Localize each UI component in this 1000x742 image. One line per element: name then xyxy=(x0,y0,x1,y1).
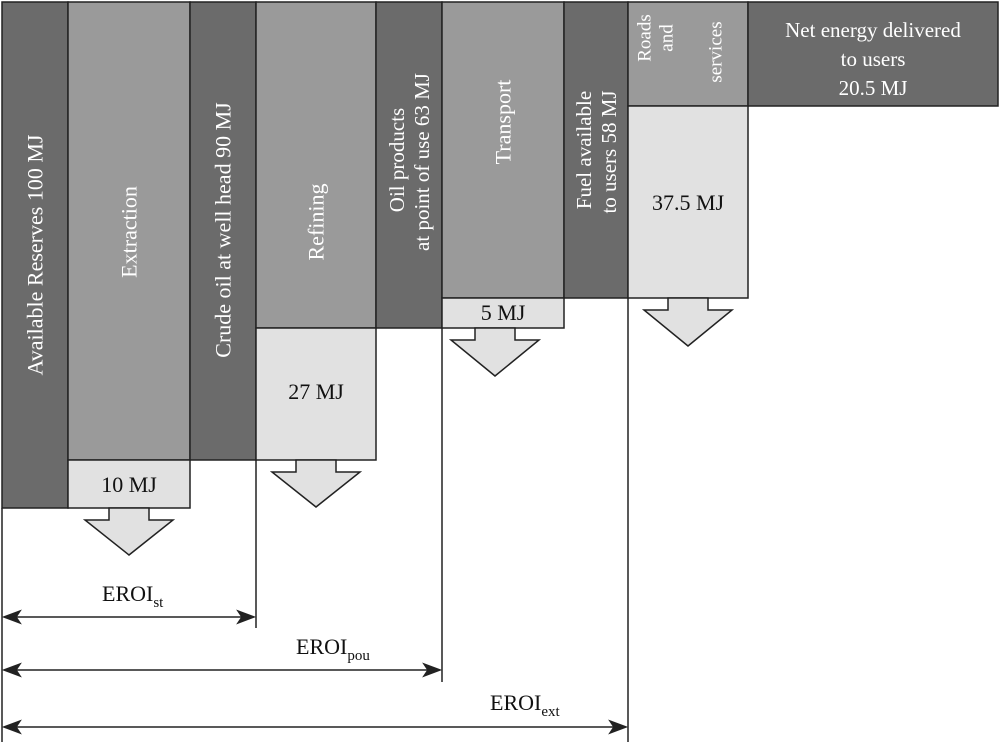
net-energy-label-line3: 20.5 MJ xyxy=(838,76,908,100)
available-reserves-label: Available Reserves 100 MJ xyxy=(22,134,48,376)
eroi-ext-base: EROI xyxy=(490,690,542,715)
roads-loss-label: 37.5 MJ xyxy=(651,190,725,215)
eroi-st-base: EROI xyxy=(102,581,154,606)
refining-label: Refining xyxy=(303,183,329,261)
eroi-st-subscript: st xyxy=(153,595,164,611)
extraction-loss-arrow xyxy=(85,508,173,555)
crude-oil-label: Crude oil at well head 90 MJ xyxy=(210,102,236,358)
eroi-st-arrow xyxy=(4,611,254,623)
eroi-ext-subscript: ext xyxy=(541,704,560,720)
oil-products-label-line2: at point of use 63 MJ xyxy=(410,73,434,251)
refining-loss-label: 27 MJ xyxy=(288,379,344,404)
eroi-ext-label xyxy=(490,690,560,720)
refining-loss-arrow xyxy=(272,460,360,507)
roads-label-line2: and xyxy=(656,24,678,52)
transport-label: Transport xyxy=(490,79,516,165)
roads-loss-arrow xyxy=(644,298,732,346)
roads-label-line1: Roads xyxy=(634,14,656,62)
eroi-pou-arrow xyxy=(4,664,440,676)
roads-label-line3: services xyxy=(705,21,727,83)
transport-loss-arrow xyxy=(451,328,539,376)
eroi-st-label xyxy=(102,581,164,611)
eroi-pou-base: EROI xyxy=(296,634,348,659)
transport-loss-label: 5 MJ xyxy=(480,300,526,325)
eroi-ext-arrow xyxy=(4,721,626,733)
net-energy-label-line1: Net energy delivered xyxy=(785,18,961,42)
fuel-available-label-line1: Fuel available xyxy=(572,90,596,210)
extraction-label: Extraction xyxy=(116,186,142,278)
fuel-available-label-line2: to users 58 MJ xyxy=(597,90,621,214)
net-energy-label-line2: to users xyxy=(840,47,906,71)
refining-column xyxy=(256,2,376,328)
eroi-pou-subscript: pou xyxy=(347,648,370,664)
eroi-pou-label xyxy=(296,634,370,664)
extraction-loss-label: 10 MJ xyxy=(101,472,157,497)
oil-products-label-line1: Oil products xyxy=(385,107,409,213)
